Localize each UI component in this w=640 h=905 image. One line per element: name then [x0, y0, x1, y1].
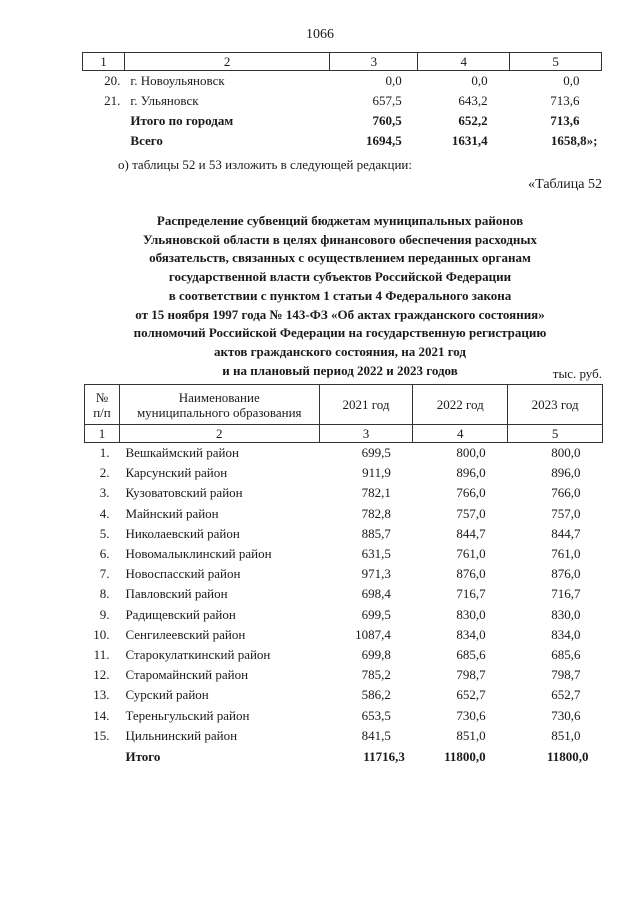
value-2023: 798,7 [551, 667, 581, 683]
value-2021: 657,5 [372, 93, 402, 108]
subvention-table [84, 384, 603, 768]
value-2021: 0,0 [385, 73, 402, 88]
value-2023: 896,0 [551, 465, 581, 481]
header-cell: 4 [418, 53, 510, 71]
value-2023: 713,6 [550, 93, 580, 108]
table-row [85, 443, 603, 464]
subtotal-row [83, 111, 602, 131]
value-2021: 885,7 [361, 525, 391, 541]
row-number: 2. [99, 465, 110, 481]
value-2022: 685,6 [456, 646, 486, 662]
value-2023: 716,7 [551, 586, 581, 602]
index-cell: 2 [119, 425, 319, 443]
header-number-line: № [95, 389, 109, 405]
value-2022: 830,0 [456, 606, 486, 622]
value-2022: 844,7 [456, 525, 486, 541]
value-2022: 766,0 [456, 485, 486, 501]
header-cell: 1 [83, 53, 125, 71]
value-2022: 643,2 [458, 93, 488, 108]
table-row [85, 645, 603, 665]
row-number: 4. [99, 505, 110, 521]
table-row [85, 483, 603, 503]
table-row [85, 524, 603, 544]
value-2021: 782,8 [361, 505, 391, 521]
district-name: Старокулаткинский район [125, 646, 271, 662]
value-2022: 761,0 [456, 546, 486, 562]
value-2021: 785,2 [361, 667, 391, 683]
row-name: г. Новоульяновск [130, 73, 225, 88]
row-number: 9. [99, 606, 110, 622]
header-cell: 3 [330, 53, 418, 71]
header-2021: 2021 год [319, 385, 413, 425]
table-row [85, 584, 603, 604]
header-name-line: муниципального образования [136, 404, 302, 420]
header-number [85, 385, 120, 425]
table-row [85, 544, 603, 564]
table-title [90, 212, 590, 380]
value-2022: 851,0 [456, 727, 486, 743]
value-2021: 586,2 [361, 687, 391, 703]
title-line: государственной власти субъектов Российской Федерации [168, 269, 512, 285]
value-2021: 841,5 [361, 727, 391, 743]
header-2022: 2022 год [413, 385, 508, 425]
value-2021: 699,8 [361, 646, 391, 662]
value-2023: 761,0 [551, 546, 581, 562]
title-line: Ульяновской области в целях финансового обеспечения расходных [142, 231, 538, 247]
index-cell: 3 [319, 425, 413, 443]
total-row [85, 746, 603, 768]
table-row [85, 625, 603, 645]
value-2022: 800,0 [456, 445, 486, 461]
amendment-paragraph: о) таблицы 52 и 53 изложить в следующей редакции: [118, 157, 412, 172]
value-2023: 876,0 [551, 566, 581, 582]
table-row [85, 726, 603, 746]
value-2022: 876,0 [456, 566, 486, 582]
row-number: 13. [93, 687, 110, 703]
value-2022: 716,7 [456, 586, 486, 602]
value-2023: 730,6 [551, 707, 581, 723]
total-label: Итого [125, 748, 161, 764]
value-2021: 699,5 [361, 445, 391, 461]
table-row [85, 564, 603, 584]
value-2023: 844,7 [551, 525, 581, 541]
table-reference: «Таблица 52 [528, 177, 602, 192]
value-2023: 766,0 [551, 485, 581, 501]
title-line: актов гражданского состояния, на 2021 год [213, 343, 467, 359]
header-2023: 2023 год [508, 385, 603, 425]
row-number: 7. [99, 566, 110, 582]
district-name: Павловский район [125, 586, 228, 602]
row-number: 10. [93, 626, 110, 642]
row-number [83, 111, 125, 131]
value-2021: 653,5 [361, 707, 391, 723]
title-line: и на плановый период 2022 и 2023 годов [222, 362, 458, 378]
table-header-row [85, 385, 603, 425]
row-number [83, 131, 125, 151]
table-row [83, 71, 602, 92]
table-row [85, 705, 603, 725]
district-name: Николаевский район [125, 525, 240, 541]
district-name: Новомалыклинский район [125, 546, 272, 562]
row-number: 1. [99, 445, 110, 461]
value-2023: 851,0 [551, 727, 581, 743]
table-row [85, 605, 603, 625]
value-2021: 782,1 [361, 485, 391, 501]
row-number: 6. [99, 546, 110, 562]
value-2022: 652,7 [456, 687, 486, 703]
row-number: 14. [93, 707, 110, 723]
value-2021: 699,5 [361, 606, 391, 622]
value-2021: 1694,5 [366, 133, 402, 148]
value-2023: 1658,8»; [550, 133, 598, 148]
table-row [85, 665, 603, 685]
row-number: 11. [93, 646, 110, 662]
value-2023: 713,6 [550, 113, 580, 128]
unit-label: тыс. руб. [552, 366, 602, 381]
row-number: 20. [104, 73, 121, 88]
value-2022: 0,0 [471, 73, 488, 88]
title-line: полномочий Российской Федерации на государственную регистрацию [133, 325, 547, 341]
value-2023: 834,0 [551, 626, 581, 642]
table-row [85, 504, 603, 524]
page-number: 1066 [306, 27, 334, 42]
grand-total-row [83, 131, 602, 151]
header-cell: 5 [510, 53, 602, 71]
row-number: 8. [99, 586, 110, 602]
table-row [83, 91, 602, 111]
title-line: от 15 ноября 1997 года № 143-ФЗ «Об актах гражданского состояния» [135, 306, 545, 322]
district-name: Кузоватовский район [125, 485, 243, 501]
title-line: в соответствии с пунктом 1 статьи 4 Федерального закона [168, 287, 512, 303]
district-name: Сенгилеевский район [125, 626, 246, 642]
district-name: Цильнинский район [125, 727, 238, 743]
title-line: Распределение субвенций бюджетам муниципальных районов [156, 213, 524, 228]
header-name [119, 385, 319, 425]
index-cell: 4 [413, 425, 508, 443]
district-name: Майнский район [125, 505, 219, 521]
value-2021: 971,3 [361, 566, 391, 582]
value-2022: 896,0 [456, 465, 486, 481]
district-name: Карсунский район [125, 465, 228, 481]
district-name: Радищевский район [125, 606, 236, 622]
row-number: 15. [93, 727, 110, 743]
value-2022: 798,7 [456, 667, 486, 683]
row-number: 3. [99, 485, 110, 501]
continued-table [82, 52, 602, 151]
value-2023: 800,0 [551, 445, 581, 461]
value-2022: 834,0 [456, 626, 486, 642]
row-name: г. Ульяновск [130, 93, 199, 108]
value-2023: 685,6 [551, 646, 581, 662]
value-2022: 730,6 [456, 707, 486, 723]
total-2022: 11800,0 [444, 748, 486, 764]
header-name-line: Наименование [178, 389, 260, 405]
district-name: Тереньгульский район [125, 707, 250, 723]
value-2023: 652,7 [551, 687, 581, 703]
value-2021: 1087,4 [355, 626, 391, 642]
table-row [85, 463, 603, 483]
table-header-row [83, 53, 602, 71]
value-2021: 631,5 [361, 546, 391, 562]
index-cell: 5 [508, 425, 603, 443]
value-2022: 1631,4 [451, 133, 488, 148]
row-name: Итого по городам [130, 113, 234, 128]
district-name: Сурский район [125, 687, 209, 703]
value-2022: 652,2 [458, 113, 488, 128]
district-name: Вешкаймский район [125, 445, 239, 461]
value-2021: 911,9 [362, 465, 391, 481]
index-cell: 1 [85, 425, 120, 443]
total-2021: 11716,3 [363, 748, 405, 764]
row-number: 21. [104, 93, 121, 108]
value-2023: 757,0 [551, 505, 581, 521]
table-body [85, 443, 603, 746]
header-cell: 2 [124, 53, 329, 71]
district-name: Новоспасский район [125, 566, 241, 582]
row-number: 12. [93, 667, 110, 683]
district-name: Старомайнский район [125, 667, 249, 683]
value-2021: 698,4 [361, 586, 391, 602]
row-name: Всего [130, 133, 163, 148]
total-2023: 11800,0 [546, 748, 589, 764]
value-2021: 760,5 [372, 113, 402, 128]
value-2022: 757,0 [456, 505, 486, 521]
value-2023: 830,0 [551, 606, 581, 622]
title-line: обязательств, связанных с осуществлением переданных органам [149, 250, 531, 266]
value-2023: 0,0 [563, 73, 580, 88]
table-row [85, 685, 603, 705]
row-number: 5. [99, 525, 110, 541]
column-index-row [85, 425, 603, 443]
header-number-line: п/п [93, 404, 111, 420]
